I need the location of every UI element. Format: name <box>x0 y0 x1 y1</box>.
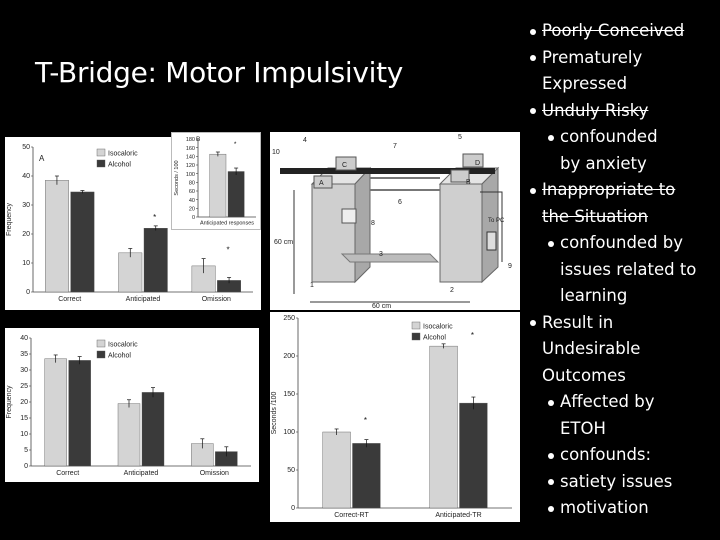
x-tick-label: Anticipated <box>125 296 161 303</box>
bullet-line <box>530 230 718 257</box>
bullet-dot-icon <box>530 55 536 61</box>
bar <box>210 154 226 217</box>
apparatus-num-2: 2 <box>450 287 454 294</box>
y-tick-label: 0 <box>26 289 30 297</box>
legend-swatch <box>97 149 105 156</box>
y-tick-label: 40 <box>20 335 28 343</box>
y-tick-label: 180 <box>185 137 195 144</box>
legend-label: Alcohol <box>423 334 446 342</box>
dim-label-vertical: 60 cm <box>274 239 294 246</box>
y-tick-label: 140 <box>185 154 195 161</box>
bar <box>144 228 167 292</box>
apparatus-num-5: 5 <box>458 134 462 141</box>
y-tick-label: 100 <box>185 171 195 178</box>
bullet-text: Poorly Conceived <box>542 21 685 40</box>
apparatus-num-9: 9 <box>508 263 512 270</box>
bullet-text: Unduly Risky <box>542 100 649 120</box>
x-tick-label: Anticipated responses <box>199 220 255 227</box>
y-tick-label: 10 <box>20 431 28 439</box>
bullet-text: confounded by <box>560 233 684 252</box>
apparatus-num-7: 7 <box>393 143 397 150</box>
bullet-text: Inappropriate to <box>542 180 676 199</box>
y-axis-label: Frequency <box>6 202 13 237</box>
y-tick-label: 30 <box>20 367 28 375</box>
bullet-list <box>530 18 718 522</box>
bullet-dot-icon <box>548 241 554 247</box>
bullet-line <box>530 495 718 522</box>
bullet-line <box>530 257 718 284</box>
bullet-text: satiety issues <box>560 471 673 491</box>
legend-label: Alcohol <box>108 352 131 360</box>
y-tick-label: 25 <box>20 383 28 391</box>
bullet-line <box>530 416 718 443</box>
significance-star: * <box>470 330 474 340</box>
y-axis-label: Frequency <box>6 385 13 419</box>
x-tick-label: Anticipated <box>123 470 159 477</box>
apparatus-diagram <box>270 132 520 310</box>
bullet-text: confounds: <box>560 445 652 464</box>
x-tick-label: Correct <box>56 470 80 477</box>
legend-swatch <box>97 340 105 347</box>
apparatus-num-1: 1 <box>310 282 314 289</box>
legend-label: Isocaloric <box>423 323 453 331</box>
y-tick-label: 160 <box>185 145 195 152</box>
y-tick-label: 50 <box>22 144 30 152</box>
chart-b <box>172 133 260 229</box>
apparatus-letter-d: D <box>475 160 481 167</box>
dim-label-horizontal: 60 cm <box>372 303 392 310</box>
bullet-text: motivation <box>560 498 649 517</box>
y-tick-label: 35 <box>20 351 28 359</box>
apparatus-num-4: 4 <box>303 137 307 144</box>
bullet-line <box>530 18 718 45</box>
bar <box>69 360 91 466</box>
y-tick-label: 100 <box>283 429 295 437</box>
x-tick-label: Omission <box>201 296 231 303</box>
bullet-dot-icon <box>530 320 536 326</box>
bar <box>119 253 142 292</box>
panel-letter: B <box>196 136 201 143</box>
x-tick-label: Anticipated-TR <box>435 512 482 519</box>
bullet-line <box>530 151 718 178</box>
bullet-dot-icon <box>548 506 554 512</box>
bullet-dot-icon <box>530 29 536 35</box>
y-tick-label: 5 <box>24 447 28 455</box>
significance-star: * <box>153 212 157 222</box>
bullet-text: Undesirable <box>542 339 641 358</box>
y-tick-label: 150 <box>283 391 295 399</box>
bullet-text: issues related to <box>560 259 697 279</box>
bar <box>118 404 140 466</box>
legend-swatch <box>412 322 420 329</box>
y-tick-label: 40 <box>22 173 30 181</box>
chart-d <box>270 312 520 522</box>
y-tick-label: 10 <box>22 260 30 268</box>
bullet-text: ETOH <box>560 418 606 438</box>
bullet-line <box>530 469 718 496</box>
bullet-dot-icon <box>530 188 536 194</box>
bullet-line <box>530 98 718 125</box>
y-tick-label: 20 <box>188 206 195 213</box>
y-axis-label: Seconds / 100 <box>174 160 180 196</box>
apparatus-letter-b: B <box>466 179 471 186</box>
apparatus-letter-c: C <box>342 162 348 169</box>
apparatus-num-10: 10 <box>272 149 280 156</box>
x-tick-label: Omission <box>199 470 229 477</box>
bullet-dot-icon <box>530 108 536 114</box>
y-tick-label: 0 <box>291 505 295 513</box>
bullet-text: confounded <box>560 127 658 146</box>
significance-star: * <box>233 141 237 148</box>
bullet-line <box>530 310 718 337</box>
chart-d-panel <box>270 312 520 522</box>
bar <box>228 172 244 218</box>
bullet-line <box>530 45 718 72</box>
bullet-line <box>530 336 718 363</box>
bullet-line <box>530 363 718 390</box>
bullet-dot-icon <box>548 479 554 485</box>
bullet-line <box>530 124 718 151</box>
legend-swatch <box>97 351 105 358</box>
bullet-dot-icon <box>548 400 554 406</box>
bullet-text: learning <box>560 286 628 305</box>
y-tick-label: 0 <box>24 463 28 471</box>
bullet-dot-icon <box>548 453 554 459</box>
bar <box>430 346 458 508</box>
y-tick-label: 200 <box>283 353 295 361</box>
slide-title: T-Bridge: Motor Impulsivity <box>35 56 404 89</box>
y-tick-label: 60 <box>188 189 195 196</box>
bar <box>45 359 67 466</box>
y-tick-label: 250 <box>283 315 295 323</box>
apparatus-letter-a: A <box>319 180 324 187</box>
bar <box>460 403 488 508</box>
chart-c-panel <box>5 328 259 482</box>
bullet-text: Expressed <box>542 74 628 93</box>
chart-c <box>5 328 259 482</box>
y-tick-label: 30 <box>22 202 30 210</box>
apparatus-num-8: 8 <box>371 220 375 227</box>
bullet-line <box>530 389 718 416</box>
x-tick-label: Correct-RT <box>334 512 369 519</box>
legend-label: Isocaloric <box>108 150 138 158</box>
bullet-text: by anxiety <box>560 153 647 173</box>
bar <box>71 192 94 292</box>
y-tick-label: 20 <box>20 399 28 407</box>
bullet-text: Affected by <box>560 392 655 411</box>
chart-b-panel <box>171 132 261 230</box>
y-tick-label: 120 <box>185 163 195 170</box>
legend-swatch <box>97 160 105 167</box>
apparatus-num-6: 6 <box>398 199 402 206</box>
bar <box>142 392 164 466</box>
bar <box>353 443 381 508</box>
bullet-text: the Situation <box>542 206 649 226</box>
y-tick-label: 50 <box>287 467 295 475</box>
bullet-line <box>530 204 718 231</box>
bar <box>45 180 68 292</box>
legend-label: Isocaloric <box>108 341 138 349</box>
y-tick-label: 0 <box>191 215 195 222</box>
bullet-line <box>530 177 718 204</box>
bullet-text: Prematurely <box>542 47 643 67</box>
y-tick-label: 80 <box>188 180 195 187</box>
y-tick-label: 20 <box>22 231 30 239</box>
legend-label: Alcohol <box>108 161 131 169</box>
legend-swatch <box>412 333 420 340</box>
y-tick-label: 40 <box>188 197 195 204</box>
apparatus-num-3: 3 <box>379 251 383 258</box>
significance-star: * <box>226 245 230 255</box>
significance-star: * <box>363 415 367 425</box>
bullet-dot-icon <box>548 135 554 141</box>
bullet-line <box>530 442 718 469</box>
bullet-text: Outcomes <box>542 365 626 385</box>
bullet-text: Result in <box>542 312 614 332</box>
y-tick-label: 15 <box>20 415 28 423</box>
y-axis-label: Seconds /100 <box>271 391 278 435</box>
bullet-line <box>530 283 718 310</box>
to-pc-label: To PC <box>488 218 505 224</box>
bullet-line <box>530 71 718 98</box>
panel-letter: A <box>39 154 45 163</box>
x-tick-label: Correct <box>58 296 82 303</box>
bar <box>323 432 351 508</box>
